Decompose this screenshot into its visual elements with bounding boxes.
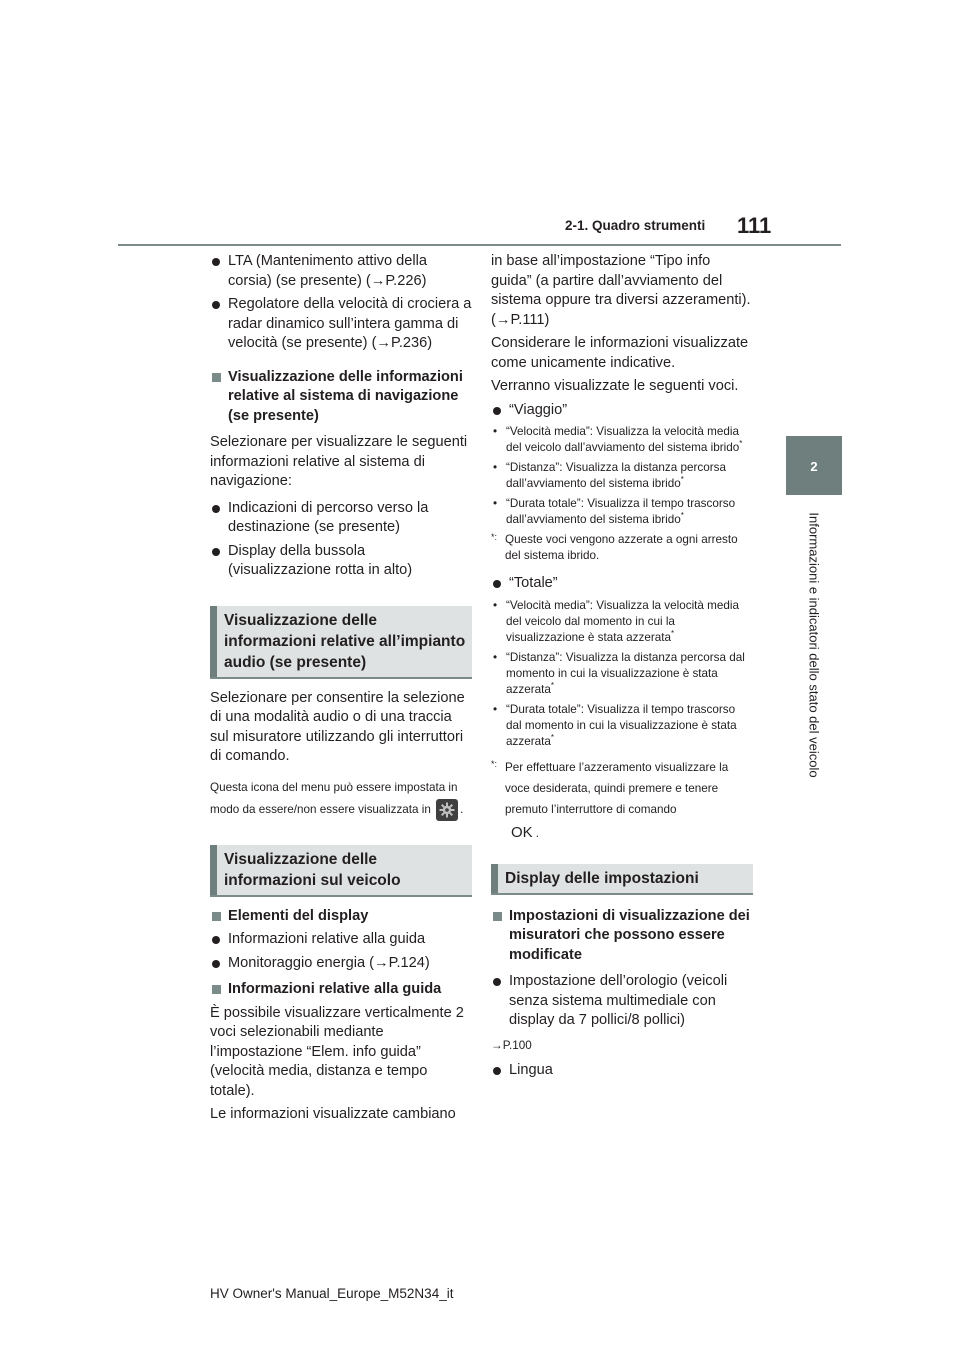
- nav-heading: Visualizzazione delle informazioni relative al sistema di navigazione (se presente): [210, 368, 472, 427]
- page-number: 111: [737, 213, 772, 238]
- driving-info-continuation: in base all’impostazione “Tipo info guida” (a partire dall’avviamento del sistema oppure tra diversi azzeramenti). (→P.111): [491, 253, 751, 328]
- viaggio-label: “Viaggio”: [491, 401, 753, 421]
- list-item: Lingua: [491, 1061, 753, 1081]
- footer-manual-id: HV Owner's Manual_Europe_M52N34_it: [210, 1286, 454, 1301]
- list-item: Informazioni relative alla guida: [210, 930, 472, 950]
- viaggio-note-text: Queste voci vengono azzerate a ogni arresto del sistema ibrido.: [505, 533, 738, 562]
- footnote-marker: *: [739, 439, 743, 449]
- audio-text: Selezionare per consentire la selezione di una modalità audio o di una traccia sul misuratore utilizzando gli interruttori di comando.: [210, 689, 465, 764]
- ok-key-period: .: [535, 826, 539, 840]
- footnote-marker: *:: [491, 532, 498, 542]
- list-item: Impostazione dell’orologio (veicoli senza sistema multimediale con display da 7 pollici/8 pollici): [491, 972, 753, 1031]
- totale-label: “Totale”: [491, 574, 753, 594]
- audio-note-end: .: [460, 802, 464, 816]
- viaggio-item: [491, 424, 753, 456]
- vehicle-section-title: Visualizzazione delle informazioni sul veicolo: [210, 845, 472, 897]
- viaggio-item-text: “Durata totale”: Visualizza il tempo trascorso dall’avviamento del sistema ibrido: [506, 497, 736, 526]
- totale-note-text: Per effettuare l’azzeramento visualizzare la voce desiderata, quindi premere e tenere premuto l’interruttore di comando: [505, 760, 729, 816]
- consider-text: Considerare le informazioni visualizzate come unicamente indicative.: [491, 335, 749, 371]
- audio-note-text: Questa icona del menu può essere impostata in modo da essere/non essere visualizzata in: [210, 780, 458, 816]
- list-item: Monitoraggio energia (→P.124): [210, 954, 472, 974]
- footnote-marker: *: [680, 475, 684, 485]
- driving-info-heading: Informazioni relative alla guida: [210, 980, 472, 1000]
- totale-item: [491, 650, 753, 698]
- viaggio-item: [491, 460, 753, 492]
- shown-items-text: Verranno visualizzate le seguenti voci.: [491, 378, 739, 394]
- list-item: Regolatore della velocità di crociera a radar dinamico sull’intera gamma di velocità (se presente) (→P.236): [210, 295, 472, 354]
- gear-icon: [436, 799, 458, 821]
- viaggio-item-text: “Distanza”: Visualizza la distanza percorsa dall’avviamento del sistema ibrido: [506, 461, 726, 490]
- footnote-marker: *: [671, 628, 675, 638]
- driving-info-paragraph: È possibile visualizzare verticalmente 2 voci selezionabili mediante l’impostazione “Elem. info guida” (velocità media, distanza e tempo totale).: [210, 1004, 464, 1099]
- ok-key-label: OK: [511, 823, 533, 841]
- viaggio-item: [491, 496, 753, 528]
- settings-section-title: Display delle impostazioni: [491, 864, 753, 895]
- display-elements-heading: Elementi del display: [210, 907, 472, 927]
- viaggio-note: [491, 532, 753, 564]
- audio-section-title: Visualizzazione delle informazioni relative all’impianto audio (se presente): [210, 606, 472, 679]
- list-item: Indicazioni di percorso verso la destinazione (se presente): [210, 499, 472, 538]
- left-column: [210, 252, 472, 1125]
- list-item: LTA (Mantenimento attivo della corsia) (se presente) (→P.226): [210, 252, 472, 291]
- header-divider: [118, 244, 841, 246]
- right-column: [491, 252, 753, 1080]
- totale-item-text: “Durata totale”: Visualizza il tempo trascorso dal momento in cui la visualizzazione è stata azzerata: [506, 702, 737, 748]
- nav-intro: Selezionare per visualizzare le seguenti informazioni relative al sistema di navigazione:: [210, 434, 468, 489]
- footnote-marker: *:: [491, 758, 498, 769]
- totale-note: [491, 757, 753, 820]
- chapter-title: Informazioni e indicatori dello stato del veicolo: [806, 512, 822, 778]
- settings-heading: Impostazioni di visualizzazione dei misuratori che possono essere modificate: [491, 907, 753, 966]
- page-reference: →P.100: [491, 1038, 532, 1052]
- totale-item-text: “Velocità media”: Visualizza la velocità media del veicolo dal momento in cui la visualizzazione è stata azzerata: [506, 598, 739, 644]
- footnote-marker: *: [680, 511, 684, 521]
- totale-item: [491, 598, 753, 646]
- chapter-title-wrap: [786, 500, 842, 790]
- list-item: Display della bussola (visualizzazione rotta in alto): [210, 542, 472, 581]
- viaggio-item-text: “Velocità media”: Visualizza la velocità media del veicolo dall’avviamento del sistema ibrido: [506, 425, 740, 454]
- header-section-title: 2-1. Quadro strumenti: [565, 218, 706, 233]
- driving-info-paragraph: Le informazioni visualizzate cambiano: [210, 1106, 456, 1123]
- footnote-marker: *: [550, 732, 554, 742]
- chapter-number: 2: [810, 459, 818, 474]
- ok-key-line: [491, 820, 753, 842]
- audio-note: [210, 777, 472, 821]
- totale-item: [491, 702, 753, 750]
- totale-item-text: “Distanza”: Visualizza la distanza percorsa dal momento in cui la visualizzazione è stata azzerata: [506, 650, 745, 696]
- footnote-marker: *: [550, 680, 554, 690]
